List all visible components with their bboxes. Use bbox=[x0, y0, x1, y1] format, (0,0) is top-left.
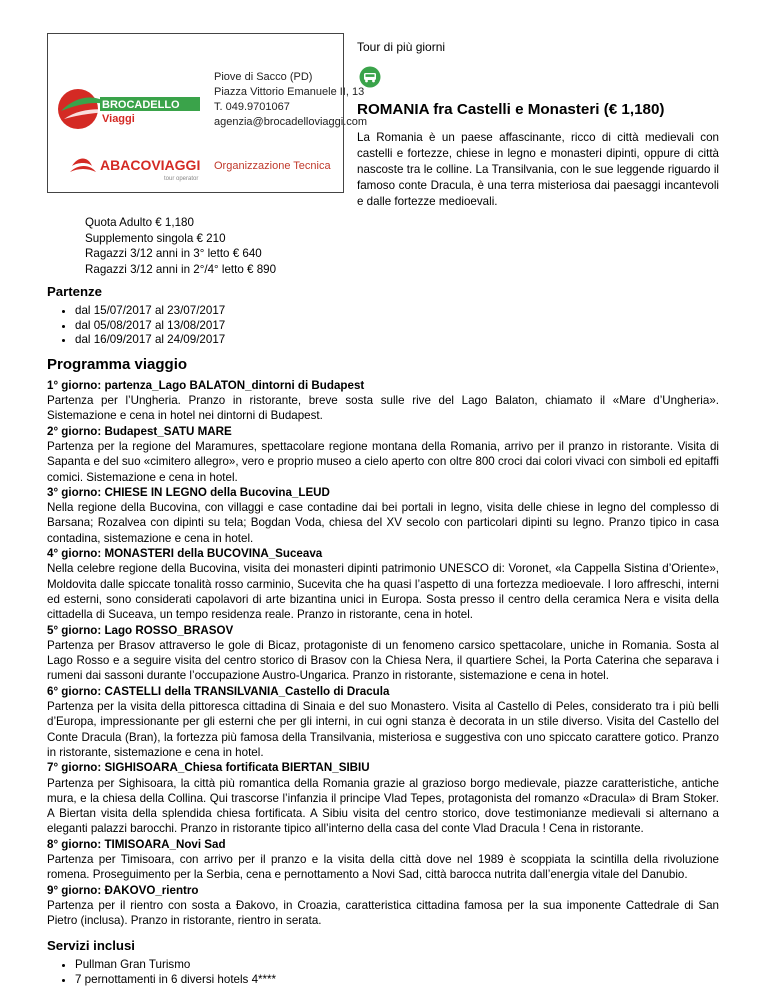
servizi-list bbox=[47, 958, 719, 987]
trip-description: La Romania è un paese affascinante, ricco di città medievali con castelli e fortezze, chiese in legno e monasteri dipinti, oppure di città nascoste tra le colline. La Transilvania, con le sue leggende riguardo il famoso conte Dracula, è una terra misteriosa dai paesaggi incantevoli e dalle fortezze medioevali. bbox=[357, 131, 719, 208]
day-text: Nella regione della Bucovina, con villaggi e case contadine dai bei portali in legno, visita delle chiese in legno del complesso di Barsana; Rozalvea con dipinti su tela; Bogdan Voda, chiesa del XV secolo con particolari dipinti su legno. Pranzo tipico in casa contadina, sistemazione e cena in hotel. bbox=[47, 501, 719, 545]
brocadello-logo bbox=[56, 79, 206, 139]
day-title: 7° giorno: SIGHISOARA_Chiesa fortificata BIERTAN_SIBIU bbox=[47, 761, 370, 775]
agency-address bbox=[214, 70, 367, 130]
day-title: 4° giorno: MONASTERI della BUCOVINA_Suceava bbox=[47, 547, 323, 561]
day-text: Nella celebre regione della Bucovina, visita dei monasteri dipinti patrimonio UNESCO di: Voronet, «la Cappella Sistina d’Oriente», Moldovita dalle spiccate tonalità rosso carminio, Sucevita che ha quasi l’aspetto di una fortezza medioevale. I loro affreschi, interni ed esterni, sono considerati capolavori di arte bizantina unici in Europa. Sosta presso il centro della ceramica Nera e visita della cittadella di Suceava, un tempo residenza reale. Pranzo in ristorante, cena in hotel. bbox=[47, 562, 719, 622]
programma-days bbox=[47, 378, 719, 929]
agency-logo-area bbox=[48, 34, 368, 192]
brand1-sub-text: Viaggi bbox=[102, 113, 135, 125]
day-text: Partenza per l’Ungheria. Pranzo in ristorante, breve sosta sulle rive del Lago Balaton, chiamato il «Mare d’Ungheria». Sistemazione e cena in hotel nei dintorni di Budapest. bbox=[47, 394, 719, 423]
day-text: Partenza per Sighisoara, la città più romantica della Romania grazie al grazioso borgo medievale, piazze caratteristiche, antiche mura, e la chiesa della Collina. Qui trascorse l’infanzia il principe Vlad Tepes, protagonista del romanzo «Dracula» di Bram Stoker. A Biertan visita della splendida chiesa fortificata. A Sibiu visita del centro storico, dove testimonianze medievali si alternano a eleganti palazzi barocchi. Pranzo in ristorante tipico all’interno della casa del conte Vlad Dracula ! Cena in ristorante. bbox=[47, 776, 719, 836]
trip-title: ROMANIA fra Castelli e Monasteri (€ 1,180) bbox=[357, 101, 665, 118]
list-item: • Pullman Gran Turismo bbox=[75, 958, 719, 973]
day-title: 3° giorno: CHIESE IN LEGNO della Bucovina_LEUD bbox=[47, 485, 330, 499]
price-item: Supplemento singola € 210 bbox=[85, 231, 226, 245]
price-item: Ragazzi 3/12 anni in 2°/4° letto € 890 bbox=[85, 262, 277, 276]
list-item: • dal 16/09/2017 al 24/09/2017 bbox=[75, 333, 719, 348]
brand2-sub-text: tour operator bbox=[164, 176, 199, 182]
list-item: • dal 05/08/2017 al 13/08/2017 bbox=[75, 319, 719, 334]
day-text: Partenza per Brasov attraverso le gole di Bicaz, protagoniste di un fenomeno carsico spettacolare, uniche in Romania. Sosta al Lago Rosso e a seguire visita del centro storico di Brasov con la Chiesa Nera, il quartiere Schei, la Porta Caterina che separava i rumeni dai sassoni durante l’occupazione Austro-Ungarica. Pranzo in ristorante, sistemazione e cena in hotel. bbox=[47, 638, 719, 683]
price-item: Quota Adulto € 1,180 bbox=[85, 216, 194, 229]
main-content bbox=[47, 284, 719, 996]
day-text: Partenza per il rientro con sosta a Đakovo, in Croazia, caratteristica cittadina famosa per la sua imponente Cattedrale di San Pietro (inclusa). Pranzo in ristorante, rientro in serata. bbox=[47, 898, 719, 928]
brand2-text: ABACOVIAGGI bbox=[100, 157, 201, 173]
day-text: Partenza per Timisoara, con arrivo per il pranzo e la visita della città dove nel 1989 è scoppiata la scintilla della rivoluzione romena. Proseguimento per la Serbia, cena e pernottamento a Novi Sad, città barocca nutrita dall’energia vitale del Danubio. bbox=[47, 852, 719, 882]
list-item: • 7 pernottamenti in 6 diversi hotels 4**** bbox=[75, 973, 719, 988]
trip-category: Tour di più giorni bbox=[357, 40, 446, 54]
servizi-heading: Servizi inclusi bbox=[47, 938, 135, 954]
org-tecnica-label: Organizzazione Tecnica bbox=[214, 160, 331, 172]
partenze-heading: Partenze bbox=[47, 284, 102, 299]
day-title: 5° giorno: Lago ROSSO_BRASOV bbox=[47, 623, 234, 637]
partenze-list bbox=[47, 304, 719, 348]
day-title: 6° giorno: CASTELLI della TRANSILVANIA_Castello di Dracula bbox=[47, 684, 390, 698]
price-item: Ragazzi 3/12 anni in 3° letto € 640 bbox=[85, 247, 262, 261]
day-title: 1° giorno: partenza_Lago BALATON_dintorni di Budapest bbox=[47, 378, 365, 392]
agency-logo-box bbox=[47, 33, 368, 193]
price-list bbox=[85, 215, 276, 277]
list-item: • dal 15/07/2017 al 23/07/2017 bbox=[75, 304, 719, 319]
address-line: Piove di Sacco (PD) bbox=[214, 71, 313, 83]
address-line: T. 049.9701067 bbox=[214, 101, 290, 113]
day-text: Partenza per la visita della pittoresca cittadina di Sinaia e del suo Monastero. Visita al Castello di Peles, considerato tra i più belli d’Europa, impressionante per gli esterni che per gli interni, in cui ogni stanza è decorata in un stile diverso. Visita del Castello del Conte Dracula (Bran), la fortezza più famosa della Transilvania, misteriosa e suggestiva con uno spiccato carattere gotico. Pranzo in ristorante, sistemazione e cena in hotel. bbox=[47, 700, 719, 759]
day-text: Partenza per la regione del Maramures, spettacolare regione montana della Romania, arrivo per il pranzo in ristorante. Visita di Sapanta e del suo «cimitero allegro», vero e proprio museo a cielo aperto con oltre 800 croci dai colori vivaci con simboli ed epitaffi comici. Sistemazione e cena in hotel. bbox=[47, 439, 719, 484]
trip-summary bbox=[357, 40, 719, 210]
day-title: 8° giorno: TIMISOARA_Novi Sad bbox=[47, 837, 226, 851]
programma-heading: Programma viaggio bbox=[47, 355, 188, 373]
day-title: 9° giorno: ĐAKOVO_rientro bbox=[47, 883, 199, 897]
address-line: agenzia@brocadelloviaggi.com bbox=[214, 116, 368, 128]
brand1-text: BROCADELLO bbox=[102, 99, 180, 111]
abacoviaggi-logo bbox=[68, 152, 208, 184]
day-title: 2° giorno: Budapest_SATU MARE bbox=[47, 424, 232, 438]
bus-icon bbox=[359, 66, 381, 88]
address-line: Piazza Vittorio Emanuele II, 13 bbox=[214, 86, 365, 98]
